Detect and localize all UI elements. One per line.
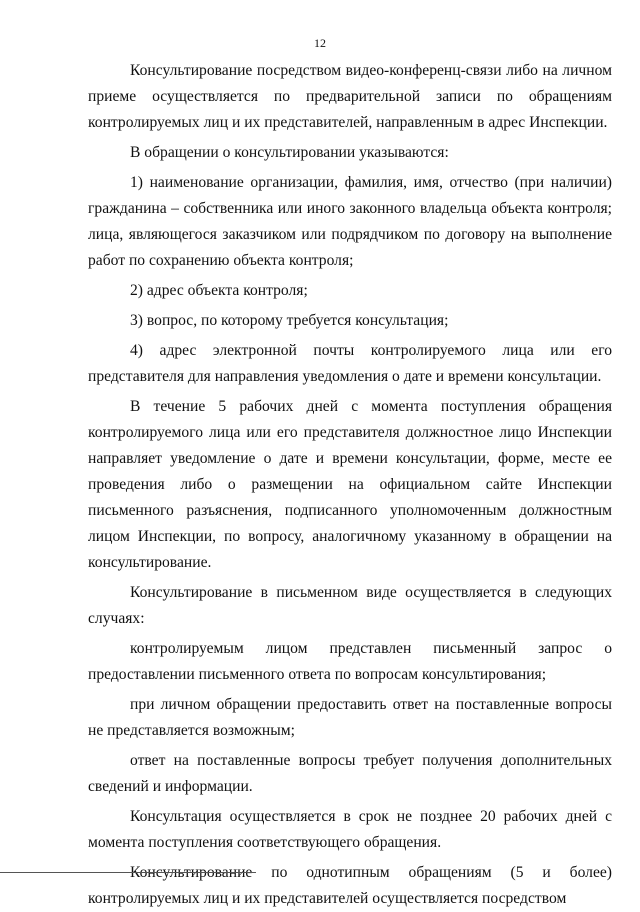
paragraph: 3) вопрос, по которому требуется консультация;: [130, 312, 449, 329]
footer-rule: [0, 872, 256, 873]
paragraph: В течение 5 рабочих дней с момента поступления обращения контролируемого лица или его представителя должностное лицо Инспекции направляет уведомление о дате и времени консультации, форме, месте ее проведения либо о размещении на официальном сайте Инспекции письменного разъяснения, подписанного уполномоченным должностным лицом Инспекции, по вопросу, аналогичному указанному в обращении на консультирование.: [88, 398, 612, 571]
paragraph: 2) адрес объекта контроля;: [130, 282, 308, 299]
paragraph: Консультирование в письменном виде осуществляется в следующих случаях:: [88, 584, 612, 627]
page-number: 12: [314, 36, 326, 50]
paragraph: при личном обращении предоставить ответ на поставленные вопросы не представляется возможным;: [88, 696, 612, 739]
paragraph: 1) наименование организации, фамилия, имя, отчество (при наличии) гражданина – собственника или иного законного владельца объекта контроля; лица, являющегося заказчиком или подрядчиком по договору на выполнение работ по сохранению объекта контроля;: [88, 174, 612, 269]
paragraph: Консультирование по однотипным обращениям (5 и более) контролируемых лиц и их представителей осуществляется посредством: [88, 864, 612, 907]
paragraph: Консультирование посредством видео-конференц-связи либо на личном приеме осуществляется по предварительной записи по обращениям контролируемых лиц и их представителей, направленным в адрес Инспекции.: [88, 62, 612, 131]
paragraph: Консультация осуществляется в срок не позднее 20 рабочих дней с момента поступления соответствующего обращения.: [88, 808, 612, 851]
paragraph: 4) адрес электронной почты контролируемого лица или его представителя для направления уведомления о дате и времени консультации.: [88, 342, 612, 385]
document-body: [88, 58, 612, 912]
paragraph: В обращении о консультировании указываются:: [130, 144, 449, 161]
paragraph: контролируемым лицом представлен письменный запрос о предоставлении письменного ответа по вопросам консультирования;: [88, 640, 612, 683]
paragraph: ответ на поставленные вопросы требует получения дополнительных сведений и информации.: [88, 752, 612, 795]
